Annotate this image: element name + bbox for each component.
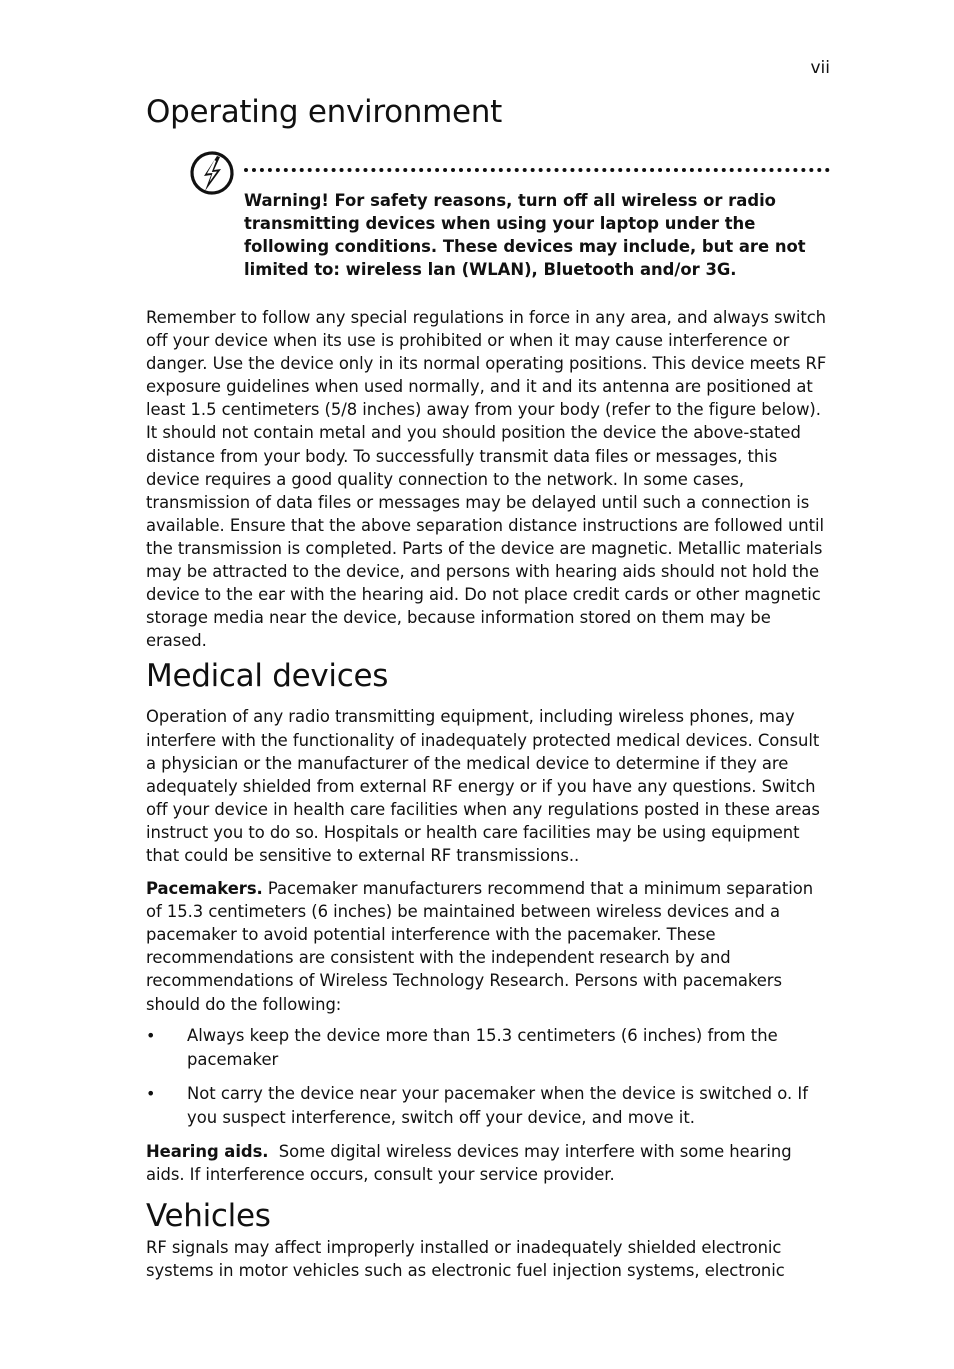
hearing-aids-label: Hearing aids.: [146, 1141, 269, 1161]
pacemakers-label: Pacemakers.: [146, 879, 263, 899]
page-number: vii: [810, 58, 830, 78]
pacemakers-paragraph: [146, 877, 830, 1016]
operating-environment-body: Remember to follow any special regulations in force in any area, and always switch off your device when its use is prohibited or when it may cause interference or danger. Use the device only in its normal operating positions. This device meets RF exposure guidelines when used normally, and it and its antenna are positioned at least 1.5 centimeters (5/8 inches) away from your body (refer to the figure below). It should not contain metal and you should position the device the above-stated distance from your body. To successfully transmit data files or messages, this device requires a good quality connection to the network. In some cases, transmission of data files or messages may be delayed until such a connection is available. Ensure that the above separation distance instructions are followed until the transmission is completed. Parts of the device are magnetic. Metallic materials may be attracted to the device, and persons with hearing aids should not hold the device to the ear with the hearing aid. Do not place credit cards or other magnetic storage media near the device, because information stored on them may be erased.: [146, 308, 827, 651]
warning-text: Warning! For safety reasons, turn off all wireless or radio transmitting devices when using your laptop under the following conditions. These devices may include, but are not limited to: wireless lan (WLAN), Bluetooth and/or 3G.: [244, 191, 806, 280]
bullet-icon: •: [146, 1025, 156, 1045]
warning-dotted-rule: [244, 168, 830, 172]
bullet-icon: •: [146, 1083, 156, 1103]
vehicles-body: RF signals may affect improperly installed or inadequately shielded electronic systems in motor vehicles such as electronic fuel injection systems, electronic: [146, 1237, 785, 1280]
list-item: [146, 1024, 830, 1072]
pacemaker-bullet-list: [146, 1024, 830, 1130]
medical-devices-body: Operation of any radio transmitting equipment, including wireless phones, may interfere with the functionality of inadequately protected medical devices. Consult a physician or the manufacturer of the medical device to determine if they are adequately shielded from external RF energy or if you have any questions. Switch off your device in health care facilities when any regulations posted in these areas instruct you to do so. Hospitals or health care facilities may be using equipment that could be sensitive to external RF transmissions..: [146, 707, 820, 865]
page-content: [146, 92, 830, 1282]
heading-medical-devices: Medical devices: [146, 658, 389, 695]
heading-operating-environment: Operating environment: [146, 94, 502, 130]
lightning-bolt-icon: [188, 149, 236, 197]
heading-vehicles: Vehicles: [146, 1197, 271, 1234]
bullet-text: Not carry the device near your pacemaker when the device is switched o. If you suspect interference, switch off your device, and move it.: [187, 1083, 808, 1127]
pacemakers-text: Pacemaker manufacturers recommend that a minimum separation of 15.3 centimeters (6 inches) be maintained between wireless devices and a pacemaker to avoid potential interference with the pacemaker. These recommendations are consistent with the independent research by and recommendations of Wireless Technology Research. Persons with pacemakers should do the following:: [146, 879, 814, 1014]
bullet-text: Always keep the device more than 15.3 centimeters (6 inches) from the pacemaker: [187, 1025, 778, 1069]
hearing-aids-text: Some digital wireless devices may interfere with some hearing aids. If interference occurs, consult your service provider.: [146, 1141, 797, 1184]
warning-callout: [146, 149, 830, 301]
list-item: [146, 1082, 830, 1130]
hearing-aids-paragraph: [146, 1140, 830, 1186]
